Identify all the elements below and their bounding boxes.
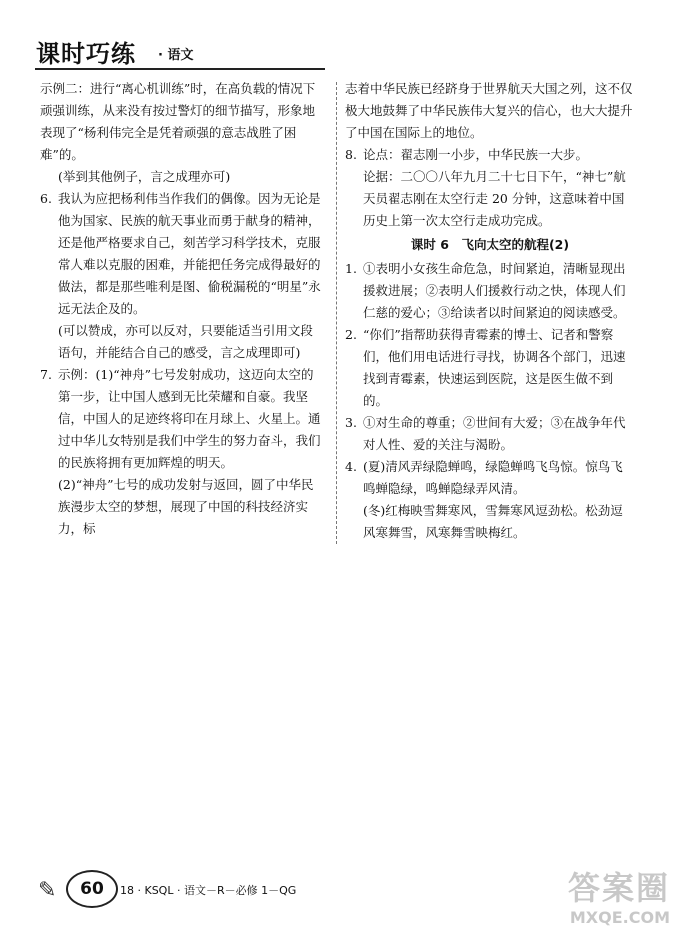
answer-text: ①表明小女孩生命危急，时间紧迫，清晰显现出援救进展；②表明人们援救行动之快，体现人们仁慈的爱心；③给读者以时间紧迫的阅读感受。 <box>363 261 626 320</box>
answer-number: 7. <box>40 367 52 382</box>
watermark <box>540 868 670 938</box>
lesson6-answer-4 <box>345 456 635 544</box>
answer-note: (可以赞成，亦可以反对，只要能适当引用文段语句，并能结合自己的感受，言之成理即可) <box>58 323 313 360</box>
page-number: 60 <box>66 870 118 908</box>
answer-6 <box>40 188 325 364</box>
page-header <box>30 32 330 72</box>
book-code: 18 · KSQL · 语文－R－必修 1－QG <box>120 884 297 897</box>
left-column <box>40 78 325 540</box>
page-footer <box>30 862 430 922</box>
answer-number: 4. <box>345 459 357 474</box>
lesson6-answer-2 <box>345 324 635 412</box>
watermark-text: 答案圈 <box>567 869 670 907</box>
answer-text: (2)“神舟”七号的成功发射与返回，圆了中华民族漫步太空的梦想，展现了中国的科技经济实力，标 <box>58 477 314 536</box>
answer-number: 6. <box>40 191 52 206</box>
answer-number: 2. <box>345 327 357 342</box>
header-rule <box>35 68 325 70</box>
lesson6-answer-1 <box>345 258 635 324</box>
cartoon-figure-icon: ✎ <box>38 878 57 903</box>
column-divider <box>336 82 337 544</box>
lesson6-answer-3 <box>345 412 635 456</box>
section-title: 课时 6 飞向太空的航程(2) <box>410 237 570 252</box>
answer-text: 示例：(1)“神舟”七号发射成功，这迈向太空的第一步，让中国人感到无比荣耀和自豪。我坚信，中国人的足迹终将印在月球上、火星上。通过中华儿女特别是我们中学生的努力奋斗，我们的民族将拥有更加辉煌的明天。 <box>58 367 321 470</box>
watermark-url: MXQE.COM <box>569 908 670 927</box>
argument-evidence: 论据：二〇〇八年九月二十七日下午，“神七”航天员翟志刚在太空行走 20 分钟，这意味着中国历史上第一次太空行走成功完成。 <box>363 169 626 228</box>
answer-number: 3. <box>345 415 357 430</box>
answer-8 <box>345 144 635 232</box>
answer-text: ①对生命的尊重；②世间有大爱；③在战争年代对人性、爱的关注与渴盼。 <box>363 415 626 452</box>
example-two: 示例二：进行“离心机训练”时，在高负载的情况下顽强训练，从来没有按过警灯的细节描写，形象地表现了“杨利伟完全是凭着顽强的意志战胜了困难”的。 <box>40 81 316 162</box>
series-logo: 课时巧练 <box>36 40 136 68</box>
example-two-note: (举到其他例子，言之成理亦可) <box>58 169 231 184</box>
poem-winter: (冬)红梅映雪舞寒风，雪舞寒风逗劲松。松劲逗风寒舞雪，风寒舞雪映梅红。 <box>363 503 623 540</box>
subject-label: · 语文 <box>158 48 194 63</box>
answer-text: 我认为应把杨利伟当作我们的偶像。因为无论是他为国家、民族的航天事业而勇于献身的精神，还是他严格要求自己，刻苦学习科学技术，克服常人难以克服的困难，并能把任务完成得最好的做法，都是那些唯利是图、偷税漏税的“明星”永远无法企及的。 <box>58 191 321 316</box>
argument-point: 论点：翟志刚一小步，中华民族一大步。 <box>363 147 589 162</box>
answer-number: 8. <box>345 147 357 162</box>
answer-number: 1. <box>345 261 357 276</box>
poem-summer: (夏)清风弄绿隐蝉鸣，绿隐蝉鸣飞鸟惊。惊鸟飞鸣蝉隐绿，鸣蝉隐绿弄风清。 <box>363 459 623 496</box>
answer-text: “你们”指帮助获得青霉素的博士、记者和警察们，他们用电话进行寻找，协调各个部门，迅速找到青霉素，快速运到医院，这是医生做不到的。 <box>363 327 626 408</box>
continued-text: 志着中华民族已经跻身于世界航天大国之列，这不仅极大地鼓舞了中华民族伟大复兴的信心，也大大提升了中国在国际上的地位。 <box>345 81 633 140</box>
right-column <box>345 78 635 544</box>
answer-7 <box>40 364 325 540</box>
